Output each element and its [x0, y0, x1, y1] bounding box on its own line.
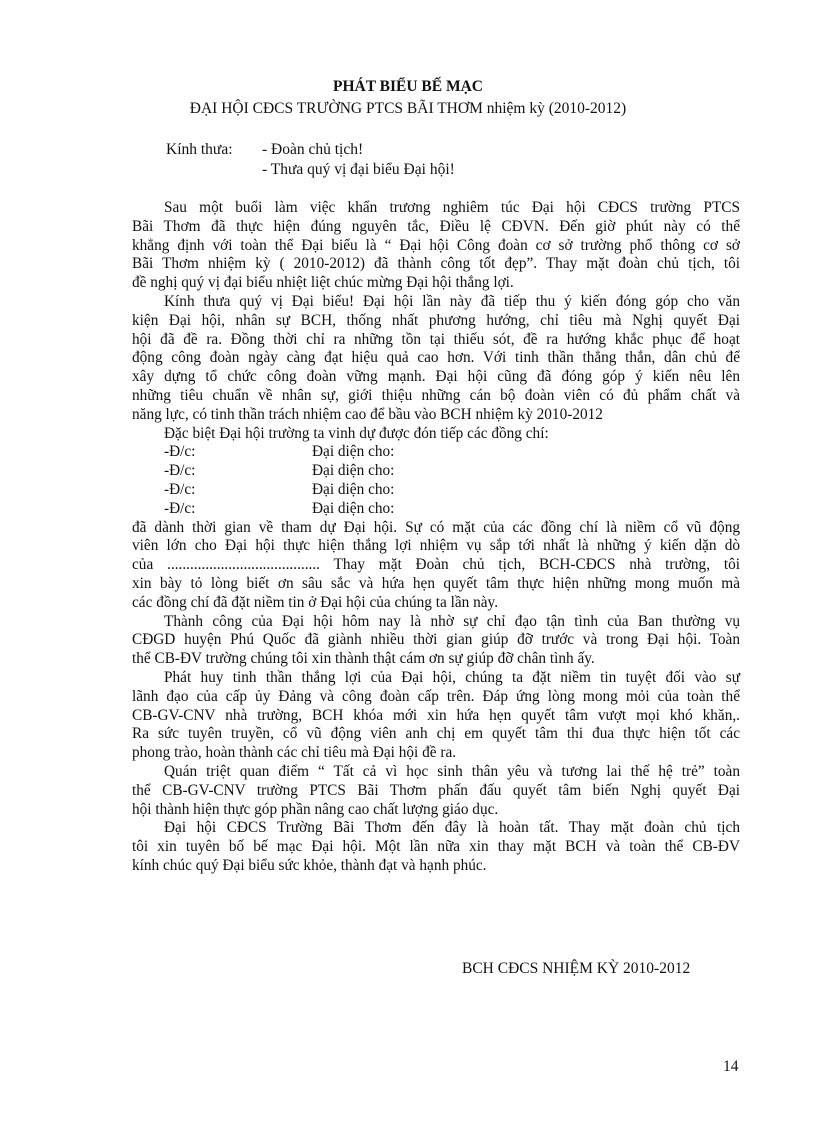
delegate-represent: Đại diện cho: — [312, 462, 395, 480]
text-line: tôi xin tuyên bố bế mạc Đại hội. Một lần nữa xin thay mặt BCH và toàn thể CB-ĐV — [132, 838, 740, 856]
text-line: kính chúc quý Đại biểu sức khỏe, thành đạt và hạnh phúc. — [132, 856, 487, 874]
delegate-row — [164, 500, 740, 519]
text-line: lãnh đạo của cấp ủy Đảng và công đoàn cấp trên. Đáp ứng lòng mong mỏi của toàn thể — [132, 687, 740, 705]
text-line: những tiêu chuẩn về nhân sự, giới thiệu những cán bộ đoàn viên có đủ phẩm chất và — [132, 386, 740, 404]
document-title: PHÁT BIỂU BẾ MẠC — [333, 78, 483, 95]
delegate-label: -Đ/c: — [164, 462, 196, 480]
paragraph — [132, 518, 740, 613]
text-line: kiện Đại hội, nhân sự BCH, thống nhất phương hướng, chỉ tiêu mà Nghị quyết Đại — [132, 311, 740, 329]
text-line: xin bày tỏ lòng biết ơn sâu sắc và hứa hẹn quyết tâm thực hiện những mong muốn mà — [132, 574, 740, 592]
paragraph — [132, 819, 740, 875]
text-line: Bãi Thơm nhiệm kỳ ( 2010-2012) đã thành công tốt đẹp”. Thay mặt đoàn chủ tịch, tôi — [132, 255, 740, 273]
delegate-label: -Đ/c: — [164, 499, 196, 517]
text-line: Thành công của Đại hội hôm nay là nhờ sự chỉ đạo tận tình của Ban thường vụ — [164, 612, 740, 630]
text-line: năng lực, có tinh thần trách nhiệm cao để bầu vào BCH nhiệm kỳ 2010-2012 — [132, 405, 603, 423]
text-line: hội đã đề ra. Đồng thời chỉ ra những tồn tại thiếu sót, đề ra hướng khắc phục để hoạt — [132, 330, 740, 348]
delegate-label: -Đ/c: — [164, 480, 196, 498]
text-line: thể CB-GV-CNV trường PTCS Bãi Thơm phấn đấu quyết tâm biến Nghị quyết Đại — [132, 781, 740, 799]
text-line: của ........................................ Thay mặt Đoàn chủ tịch, BCH-CĐCS nhà trường, tôi — [132, 556, 740, 574]
greeting-label: Kính thưa: — [166, 141, 233, 158]
text-line: hội thành hiện thực góp phần nâng cao chất lượng giáo dục. — [132, 800, 499, 818]
text-line: Ra sức tuyên truyền, cổ vũ động viên anh chị em quyết tâm thi đua thực hiện tốt các — [132, 725, 740, 743]
greeting-line: - Đoàn chủ tịch! — [262, 141, 364, 158]
signature: BCH CĐCS NHIỆM KỲ 2010-2012 — [462, 960, 691, 977]
text-line: Phát huy tinh thần thắng lợi của Đại hội, chúng ta đặt niềm tin tuyệt đối vào sự — [164, 668, 740, 686]
text-line: Kính thưa quý vị Đại biểu! Đại hội lần này đã tiếp thu ý kiến đóng góp cho văn — [164, 292, 740, 310]
paragraph — [132, 612, 740, 669]
text-line: Sau một buổi làm việc khẩn trương nghiêm túc Đại hội CĐCS trường PTCS — [164, 199, 740, 216]
paragraph — [132, 199, 740, 293]
delegate-row — [164, 462, 740, 481]
document-subtitle: ĐẠI HỘI CĐCS TRƯỜNG PTCS BÃI THƠM nhiệm kỳ (2010-2012) — [189, 100, 627, 117]
text-line: xây dựng tổ chức công đoàn vững mạnh. Đại hội cũng đã đóng góp ý kiến nêu lên — [132, 368, 740, 386]
delegate-list — [164, 443, 740, 518]
text-line: khẳng định với toàn thể Đại biểu là “ Đại hội Công đoàn cơ sở trường phổ thông cơ sở — [132, 236, 740, 254]
paragraph — [132, 762, 740, 819]
delegate-row — [164, 443, 740, 462]
speech-body — [132, 199, 740, 876]
delegate-label: -Đ/c: — [164, 443, 196, 461]
text-line: đề nghị quý vị đại biểu nhiệt liệt chúc mừng Đại hội thắng lợi. — [132, 274, 514, 292]
delegate-represent: Đại diện cho: — [312, 480, 395, 498]
paragraph — [132, 292, 740, 425]
text-line: thể CB-ĐV trường chúng tôi xin thành thật cám ơn sự giúp đỡ chân tình ấy. — [132, 650, 595, 668]
text-line: động công đoàn ngày càng đạt hiệu quả cao hơn. Với tinh thần thẳng thắn, dân chủ để — [132, 349, 740, 367]
text-line: đã dành thời gian về tham dự Đại hội. Sự có mặt của các đồng chí là niềm cổ vũ động — [132, 518, 740, 536]
delegate-represent: Đại diện cho: — [312, 443, 395, 461]
text-line: Đặc biệt Đại hội trường ta vinh dự được đón tiếp các đồng chí: — [164, 424, 549, 442]
text-line: viên lớn cho Đại hội thực hiện thắng lợi nhiệm vụ sắp tới nhất là những ý kiến dặn dò — [132, 537, 740, 555]
delegate-row — [164, 481, 740, 500]
greeting-line: - Thưa quý vị đại biểu Đại hội! — [262, 161, 455, 178]
paragraph — [132, 668, 740, 763]
text-line: Bãi Thơm đã thực hiện đúng nguyên tắc, Điều lệ CĐVN. Đến giờ phút này có thể — [132, 217, 740, 235]
text-line: phong trào, hoàn thành các chỉ tiêu mà Đại hội đề ra. — [132, 744, 457, 762]
text-line: CĐGD huyện Phú Quốc đã giành nhiều thời gian giúp đỡ trước và trong Đại hội. Toàn — [132, 631, 740, 649]
text-line: Đại hội CĐCS Trường Bãi Thơm đến đây là hoàn tất. Thay mặt đoàn chủ tịch — [164, 819, 740, 837]
greeting-block — [166, 140, 455, 180]
text-line: Quán triệt quan điểm “ Tất cả vì học sinh thân yêu và tương lai thế hệ trẻ” toàn — [164, 762, 740, 780]
text-line: CB-GV-CNV nhà trường, BCH khóa mới xin hứa hẹn quyết tâm vượt mọi khó khăn,. — [132, 706, 740, 724]
page-number: 14 — [723, 1058, 739, 1075]
delegate-represent: Đại diện cho: — [312, 499, 395, 517]
text-line: các đồng chí đã đặt niềm tin ở Đại hội của chúng ta lần này. — [132, 593, 499, 611]
